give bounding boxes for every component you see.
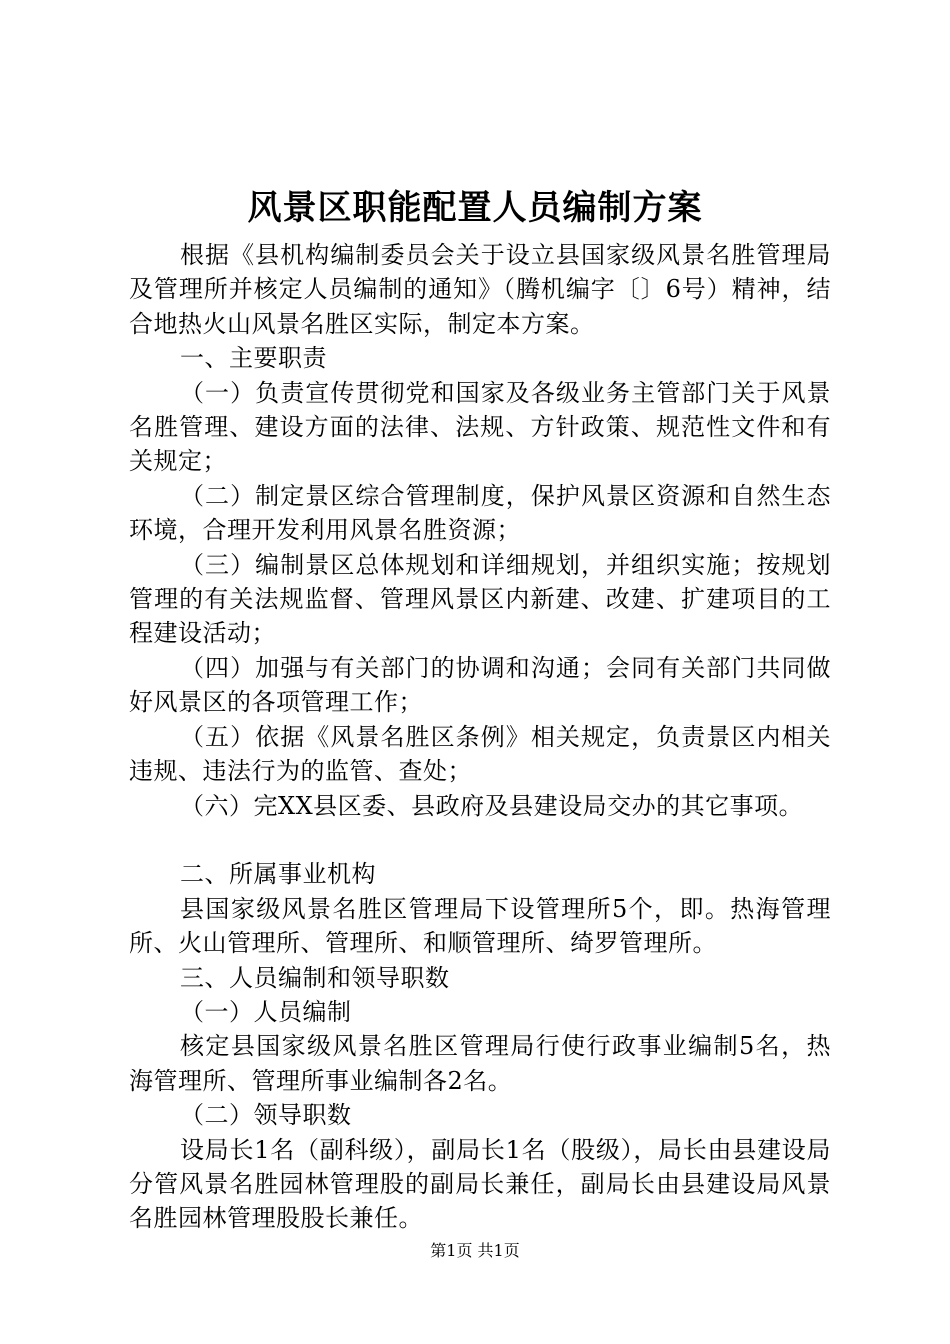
section-heading-main-duties: 一、主要职责	[180, 344, 327, 373]
subheading-leadership-positions: （二）领导职数	[180, 1101, 352, 1130]
leadership-positions-paragraph: 设局长1名（副科级），副局长1名（股级），局长由县建设局分管风景名胜园林管理股的副局长兼任，副局长由县建设局风景名胜园林管理股股长兼任。	[129, 1135, 831, 1233]
subheading-staff-quota: （一）人员编制	[180, 997, 352, 1026]
duty-item-3: （三）编制景区总体规划和详细规划，并组织实施；按规划管理的有关法规监督、管理风景区内新建、改建、扩建项目的工程建设活动；	[129, 550, 831, 648]
document-title: 风景区职能配置人员编制方案	[247, 188, 703, 228]
duty-item-1: （一）负责宣传贯彻党和国家及各级业务主管部门关于风景名胜管理、建设方面的法律、法规、方针政策、规范性文件和有关规定；	[129, 378, 831, 476]
duty-item-2: （二）制定景区综合管理制度，保护风景区资源和自然生态环境，合理开发利用风景名胜资源；	[129, 481, 831, 545]
section-heading-affiliated-institutions: 二、所属事业机构	[180, 860, 376, 889]
staff-quota-paragraph: 核定县国家级风景名胜区管理局行使行政事业编制5名，热海管理所、管理所事业编制各2名。	[129, 1032, 831, 1095]
affiliated-institutions-paragraph: 县国家级风景名胜区管理局下设管理所5个，即。热海管理所、火山管理所、管理所、和顺管理所、绮罗管理所。	[129, 894, 831, 958]
duty-item-6: （六）完XX县区委、县政府及县建设局交办的其它事项。	[180, 791, 804, 820]
document-body	[129, 238, 831, 1236]
intro-paragraph: 根据《县机构编制委员会关于设立县国家级风景名胜管理局及管理所并核定人员编制的通知》（腾机编字〔〕6号）精神，结合地热火山风景名胜区实际，制定本方案。	[129, 241, 831, 338]
page-footer: 第1页 共1页	[430, 1241, 520, 1260]
blank-line	[129, 823, 831, 857]
duty-item-5: （五）依据《风景名胜区条例》相关规定，负责景区内相关违规、违法行为的监管、查处；	[129, 722, 831, 786]
duty-item-4: （四）加强与有关部门的协调和沟通；会同有关部门共同做好风景区的各项管理工作；	[129, 653, 831, 717]
section-heading-staffing: 三、人员编制和领导职数	[180, 963, 450, 992]
